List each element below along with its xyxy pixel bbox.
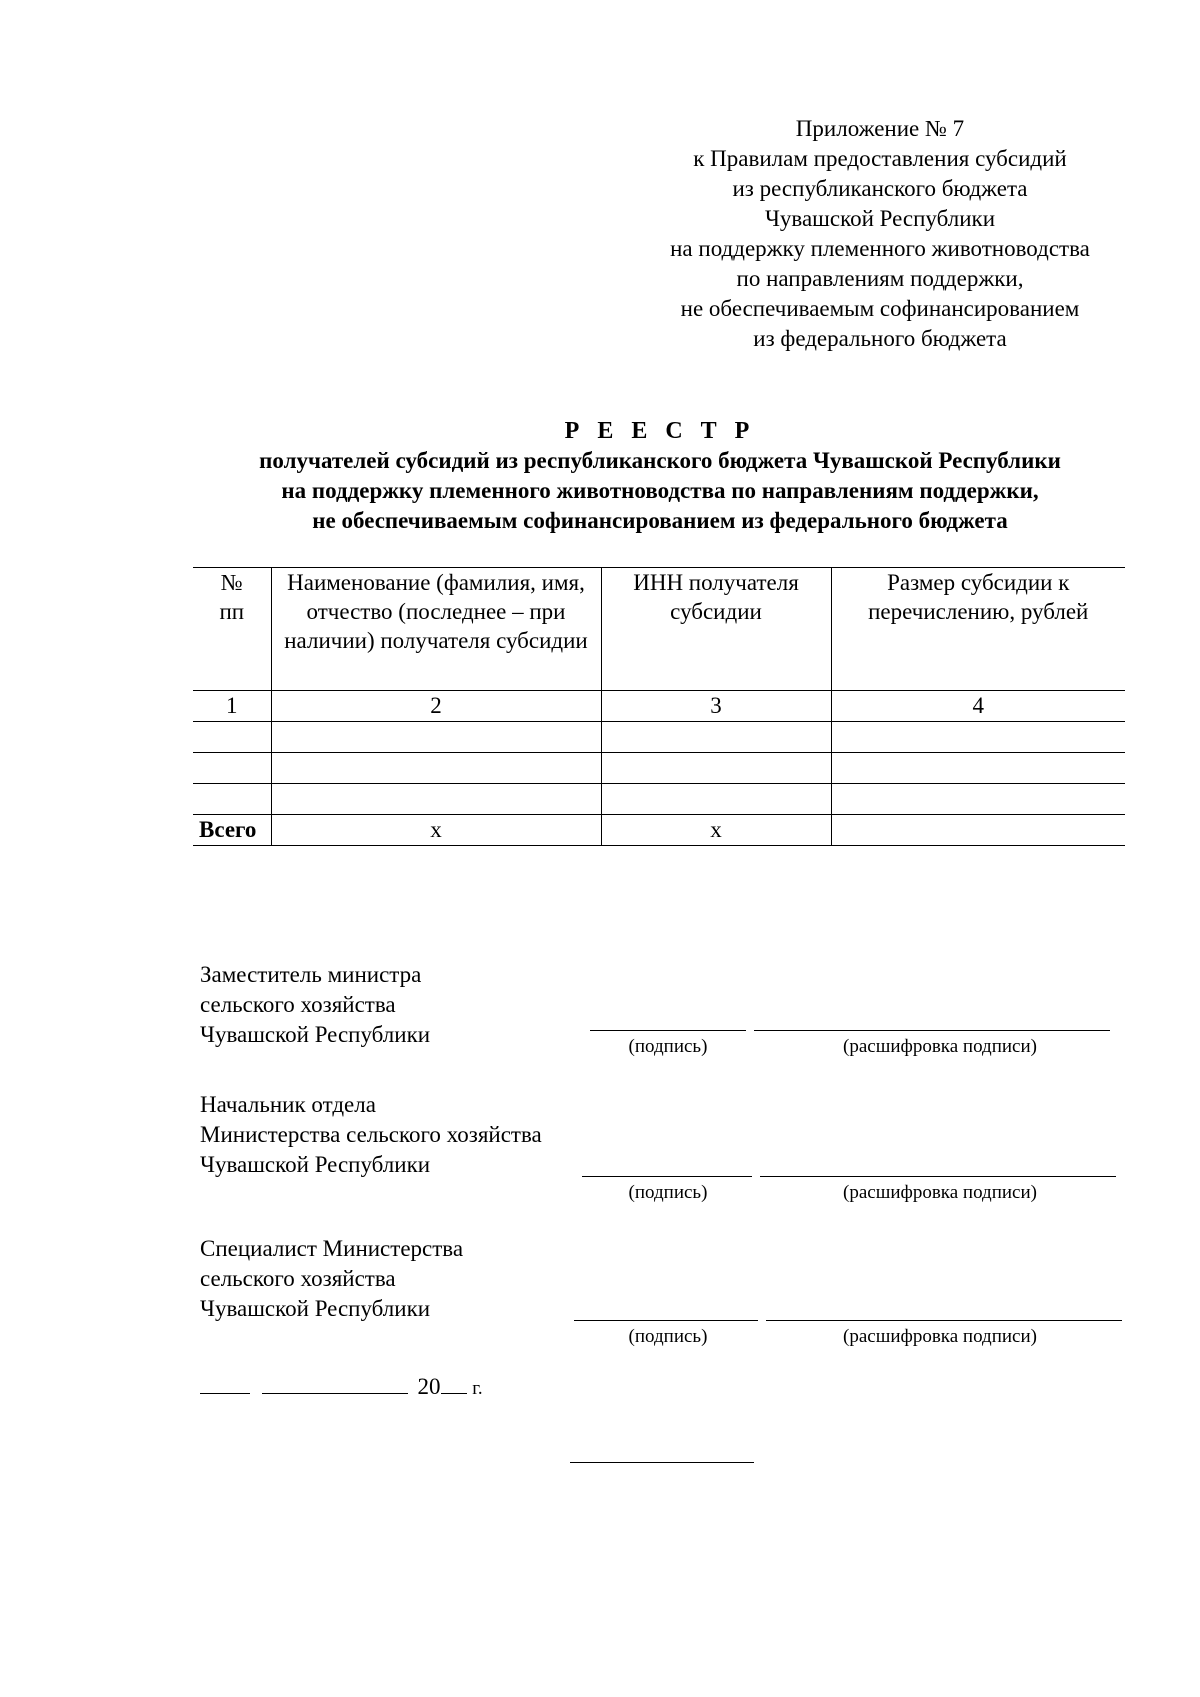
column-number: 1 — [193, 691, 271, 722]
appendix-line: не обеспечиваемым софинансированием — [680, 296, 1080, 321]
table-cell[interactable] — [601, 722, 831, 753]
column-number: 2 — [271, 691, 601, 722]
header-cell-number: № пп — [193, 568, 271, 691]
date-day-field[interactable] — [200, 1371, 250, 1394]
total-label: Всего — [193, 815, 271, 846]
signature-caption: (подпись) — [628, 1326, 708, 1347]
appendix-header — [600, 114, 1160, 354]
date-year-suffix: г. — [472, 1378, 483, 1399]
table-cell[interactable] — [831, 784, 1125, 815]
table-cell[interactable] — [831, 753, 1125, 784]
signature-line[interactable] — [574, 1320, 758, 1321]
appendix-line: Приложение № 7 — [795, 116, 965, 141]
column-number: 3 — [601, 691, 831, 722]
signature-decode-caption: (расшифровка подписи) — [843, 1182, 1037, 1203]
table-header-row — [193, 568, 1125, 691]
signer-title-line: Специалист Министерства — [200, 1236, 464, 1261]
signature-decode-caption: (расшифровка подписи) — [843, 1036, 1037, 1057]
signature-line[interactable] — [590, 1030, 746, 1031]
signature-block-department-head — [200, 1090, 542, 1180]
title-line: на поддержку племенного животноводства по направлениям поддержки, — [281, 478, 1039, 503]
total-amount-cell[interactable] — [831, 815, 1125, 846]
date-year-prefix: 20 — [417, 1374, 441, 1399]
date-line — [200, 1371, 483, 1404]
appendix-line: из федерального бюджета — [753, 326, 1007, 351]
table-cell[interactable] — [193, 784, 271, 815]
header-cell-name: Наименование (фамилия, имя, отчество (последнее – при наличии) получателя субсидии — [271, 568, 601, 691]
signer-title-line: сельского хозяйства — [200, 992, 396, 1017]
signature-decode-line[interactable] — [754, 1030, 1110, 1031]
signer-title-line: Чувашской Республики — [200, 1296, 431, 1321]
appendix-line: на поддержку племенного животноводства — [670, 236, 1090, 261]
signer-title-line: Министерства сельского хозяйства — [200, 1122, 542, 1147]
table-cell[interactable] — [831, 722, 1125, 753]
signature-decode-line[interactable] — [760, 1176, 1116, 1177]
registry-table — [193, 567, 1125, 846]
title-line: не обеспечиваемым софинансированием из федерального бюджета — [312, 508, 1008, 533]
title-line: получателей субсидий из республиканского бюджета Чувашской Республики — [259, 448, 1061, 473]
appendix-line: к Правилам предоставления субсидий — [693, 146, 1067, 171]
column-number-row — [193, 691, 1125, 722]
signature-decode-caption: (расшифровка подписи) — [843, 1326, 1037, 1347]
table-cell[interactable] — [601, 784, 831, 815]
table-row — [193, 722, 1125, 753]
signature-block-specialist — [200, 1234, 463, 1324]
column-number: 4 — [831, 691, 1125, 722]
header-cell-amount: Размер субсидии к перечислению, рублей — [831, 568, 1125, 691]
total-row — [193, 815, 1125, 846]
signature-caption: (подпись) — [628, 1036, 708, 1057]
table-row — [193, 753, 1125, 784]
signature-decode-line[interactable] — [766, 1320, 1122, 1321]
table-row — [193, 784, 1125, 815]
signature-caption: (подпись) — [628, 1182, 708, 1203]
title-heading: Р Е Е С Т Р — [564, 418, 756, 444]
signer-title-line: Начальник отдела — [200, 1092, 376, 1117]
signer-title-line: сельского хозяйства — [200, 1266, 396, 1291]
appendix-line: из республиканского бюджета — [732, 176, 1028, 201]
signer-title-line: Заместитель министра — [200, 962, 422, 987]
table-cell[interactable] — [271, 784, 601, 815]
appendix-line: Чувашской Республики — [764, 206, 996, 231]
table-cell[interactable] — [271, 753, 601, 784]
header-cell-inn: ИНН получателя субсидии — [601, 568, 831, 691]
table-cell[interactable] — [601, 753, 831, 784]
signer-title-line: Чувашской Республики — [200, 1152, 431, 1177]
signer-title-line: Чувашской Республики — [200, 1022, 431, 1047]
signature-line[interactable] — [582, 1176, 752, 1177]
table-cell[interactable] — [193, 722, 271, 753]
total-inn-cell: х — [601, 815, 831, 846]
total-name-cell: х — [271, 815, 601, 846]
signature-block-deputy-minister — [200, 960, 430, 1050]
document-title — [150, 416, 1170, 536]
table-cell[interactable] — [271, 722, 601, 753]
table-cell[interactable] — [193, 753, 271, 784]
closing-separator-line — [570, 1462, 754, 1463]
date-year-field[interactable] — [441, 1371, 467, 1394]
appendix-line: по направлениям поддержки, — [736, 266, 1024, 291]
date-month-field[interactable] — [262, 1371, 408, 1394]
